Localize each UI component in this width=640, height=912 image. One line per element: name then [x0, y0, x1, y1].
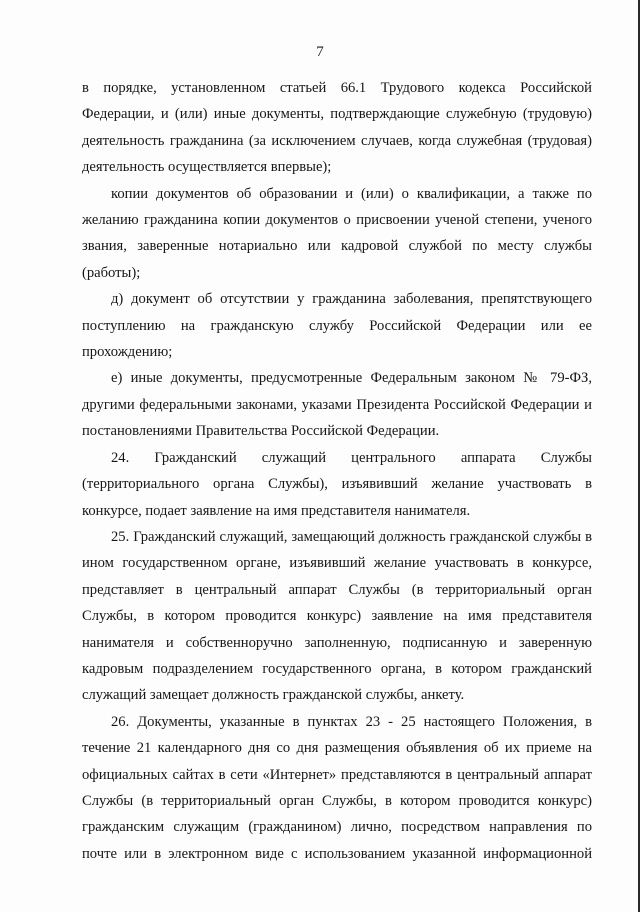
paragraph-25: 25. Гражданский служащий, замещающий должность гражданской службы в ином государственном органе, изъявивший желание участвовать в конкурсе, представляет в центральный аппарат Службы (в территориальный орган Службы, в котором проводится конкурс) заявление на имя представителя нанимателя и собственноручно заполненную, подписанную и заверенную кадровым подразделением государственного органа, в котором гражданский служащий замещает должность гражданской службы, анкету. [82, 528, 592, 704]
paragraph-26: 26. Документы, указанные в пунктах 23 - 25 настоящего Положения, в течение 21 календарного дня со дня размещения объявления об их приеме на официальных сайтах в сети «Интернет» представляются в центральный аппарат Службы (в территориальный орган Службы, в котором проводится конкурс) гражданским служащим (гражданином) лично, посредством направления по почте или в электронном виде с использованием указанной информационной [82, 713, 592, 862]
page-number: 7 [316, 44, 324, 60]
paragraph-24: 24. Гражданский служащий центрального аппарата Службы (территориального органа Службы), изъявивший желание участвовать в конкурсе, подает заявление на имя представителя нанимателя. [82, 449, 592, 519]
paragraph-education-copies: копии документов об образовании и (или) о квалификации, а также по желанию гражданина копии документов о присвоении ученой степени, ученого звания, заверенные нотариально или кадровой службой по месту службы (работы); [82, 185, 592, 281]
document-body [82, 75, 592, 867]
paragraph-item-e: е) иные документы, предусмотренные Федеральным законом № 79-ФЗ, другими федеральными законами, указами Президента Российской Федерации и постановлениями Правительства Российской Федерации. [82, 370, 592, 440]
paragraph-continuation: в порядке, установленном статьей 66.1 Трудового кодекса Российской Федерации, и (или) иные документы, подтверждающие служебную (трудовую) деятельность гражданина (за исключением случаев, когда служебная (трудовая) деятельность осуществляется впервые); [82, 80, 592, 176]
paragraph-item-d: д) документ об отсутствии у гражданина заболевания, препятствующего поступлению на гражданскую службу Российской Федерации или ее прохождению; [82, 291, 592, 361]
